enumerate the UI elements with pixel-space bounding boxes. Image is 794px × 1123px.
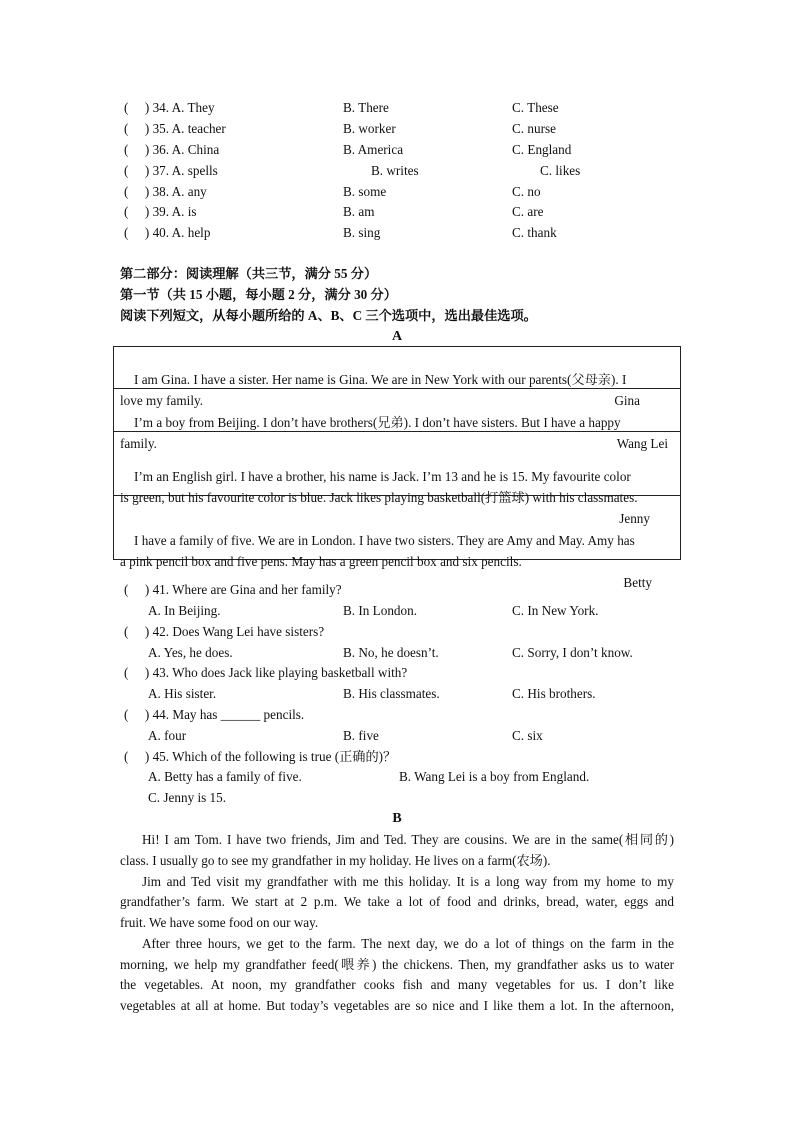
cloze-39-b: B. am xyxy=(343,204,375,219)
question-43-option-a: A. His sister. xyxy=(148,686,217,701)
cloze-37-c: C. likes xyxy=(540,163,581,178)
entry-jenny xyxy=(114,432,681,526)
cloze-36-c: C. England xyxy=(512,142,572,157)
passage-b-line-1: Hi! I am Tom. I have two friends, Jim and Ted. They are cousins. We are in the same(相同的) xyxy=(142,832,674,847)
cloze-38-a: ( ) 38. A. any xyxy=(124,184,207,199)
entry-jenny-line1: I’m an English girl. I have a brother, his name is Jack. I’m 13 and he is 15. My favourite color xyxy=(134,468,631,484)
cloze-35-c: C. nurse xyxy=(512,121,556,136)
passage-b-line-9: vegetables at all at home. But today’s vegetables are so nice and I like them a lot. In the afternoon, xyxy=(120,998,674,1013)
cloze-37-b: B. writes xyxy=(371,163,419,178)
passage-b-line-2: class. I usually go to see my grandfather in my holiday. He lives on a farm(农场). xyxy=(120,853,551,868)
passage-b-label: B xyxy=(392,811,402,826)
entry-wang-lei xyxy=(114,389,681,451)
passage-a-label: A xyxy=(391,329,403,344)
part-title: 第二部分：阅读理解（共三节，满分 55 分） xyxy=(120,266,378,281)
cloze-35-a: ( ) 35. A. teacher xyxy=(124,121,226,136)
cloze-34-b: B. There xyxy=(343,100,389,115)
cloze-38-b: B. some xyxy=(343,184,387,199)
instruction: 阅读下列短文，从每小题所给的 A、B、C 三个选项中，选出最佳选项。 xyxy=(120,308,537,323)
question-44-option-a: A. four xyxy=(148,728,187,743)
cloze-39-a: ( ) 39. A. is xyxy=(124,204,197,219)
passage-b-line-7: morning, we help my grandfather feed(喂养) the chickens. Then, my grandfather asks us to water xyxy=(120,957,674,972)
question-43-option-c: C. His brothers. xyxy=(512,686,596,701)
sub-title: 第一节（共 15 小题，每小题 2 分，满分 30 分） xyxy=(120,287,397,302)
question-41-option-c: C. In New York. xyxy=(512,603,599,618)
entry-betty-line1: I have a family of five. We are in London. I have two sisters. They are Amy and May. Amy has xyxy=(134,532,635,548)
cloze-35-b: B. worker xyxy=(343,121,396,136)
passage-b-line-6: After three hours, we get to the farm. The next day, we do a lot of things on the farm in the xyxy=(142,936,674,951)
entry-gina xyxy=(114,347,681,408)
entry-gina-line2: love my family. xyxy=(120,392,204,408)
cloze-36-b: B. America xyxy=(343,142,404,157)
entry-betty-signature: Betty xyxy=(623,574,652,590)
passage-b-line-3: Jim and Ted visit my grandfather with me this holiday. It is a long way from my home to my xyxy=(142,874,674,889)
cloze-37-a: ( ) 37. A. spells xyxy=(124,163,218,178)
question-44-option-b: B. five xyxy=(343,728,379,743)
question-41-option-a: A. In Beijing. xyxy=(148,603,221,618)
cloze-36-a: ( ) 36. A. China xyxy=(124,142,220,157)
cloze-40-b: B. sing xyxy=(343,225,381,240)
question-44-option-c: C. six xyxy=(512,728,543,743)
passage-b-line-5: fruit. We have some food on our way. xyxy=(120,915,319,930)
entry-betty-line2: a pink pencil box and five pens. May has a green pencil box and six pencils. xyxy=(120,553,522,569)
cloze-39-c: C. are xyxy=(512,204,544,219)
question-42-option-b: B. No, he doesn’t. xyxy=(343,645,439,660)
question-42-option-c: C. Sorry, I don’t know. xyxy=(512,645,633,660)
cloze-34-a: ( ) 34. A. They xyxy=(124,100,215,115)
question-45-option-b: B. Wang Lei is a boy from England. xyxy=(399,769,590,784)
question-43-option-b: B. His classmates. xyxy=(343,686,440,701)
cloze-40-c: C. thank xyxy=(512,225,557,240)
entry-jenny-line2: is green, but his favourite color is blue. Jack likes playing basketball(打篮球) with his classmates. xyxy=(120,489,638,505)
entry-gina-line1: I am Gina. I have a sister. Her name is Gina. We are in New York with our parents(父母亲). I xyxy=(134,371,627,387)
entry-wang-lei-line1: I’m a boy from Beijing. I don’t have brothers(兄弟). I don’t have sisters. But I have a happy xyxy=(134,415,621,430)
question-41-option-b: B. In London. xyxy=(343,603,417,618)
question-44: ( ) 44. May has ______ pencils. xyxy=(124,707,305,722)
question-42-option-a: A. Yes, he does. xyxy=(148,645,233,660)
question-42: ( ) 42. Does Wang Lei have sisters? xyxy=(124,624,325,639)
cloze-38-c: C. no xyxy=(512,184,541,199)
entry-wang-lei-line2: family. xyxy=(120,436,157,451)
question-45: ( ) 45. Which of the following is true (正确的)？ xyxy=(124,749,397,764)
entry-gina-signature: Gina xyxy=(614,392,640,408)
passage-b-line-4: grandfather’s farm. We start at 2 p.m. We take a lot of food and drinks, bread, water, eggs and xyxy=(120,894,674,909)
cloze-40-a: ( ) 40. A. help xyxy=(124,225,211,240)
question-41: ( ) 41. Where are Gina and her family? xyxy=(124,582,342,597)
question-43: ( ) 43. Who does Jack like playing basketball with? xyxy=(124,665,408,680)
question-45-option-c: C. Jenny is 15. xyxy=(148,790,227,805)
question-45-option-a: A. Betty has a family of five. xyxy=(148,769,302,784)
passage-b-line-8: the vegetables. At noon, my grandfather cooks fish and many vegetables for us. I don’t like xyxy=(120,977,674,992)
entry-wang-lei-signature: Wang Lei xyxy=(616,436,668,451)
entry-jenny-signature: Jenny xyxy=(619,510,650,526)
cloze-34-c: C. These xyxy=(512,100,559,115)
